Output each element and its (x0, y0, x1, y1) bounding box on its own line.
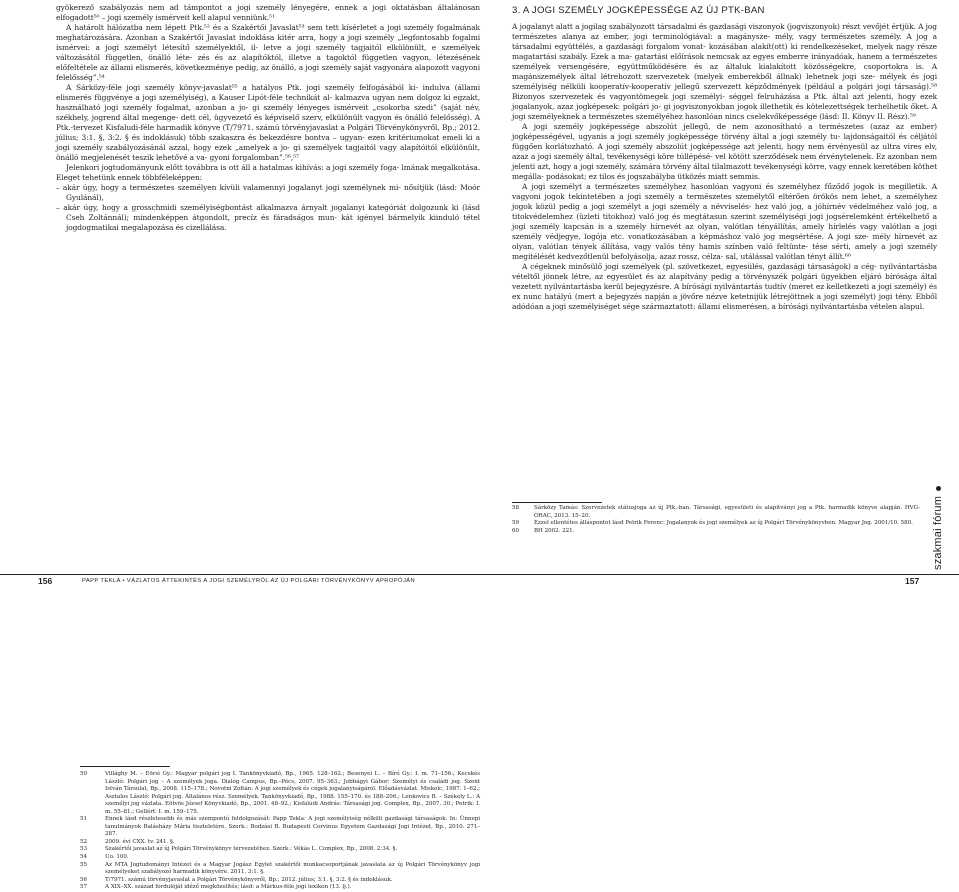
paragraph-sarkozy-proposal: A Sárközy-féle jogi személy könyv-javaslat⁵⁵ a hatályos Ptk. jogi személy felfogásából ki- indulva (állami elismerés függvénye a jogi személyiség), a Kauser Lipót-féle technikát al- kalmazva ugyan nem dolgoz ki egzakt, használható jogi személy fogalmat, azonban a jo- gi személy lényeges ismérveit „csokorba szedi” (saját név, székhely, jogrend által megenge- dett cél, ügyvezető és képviselő szerv, elkülönült vagyon és önálló felelősség). A Ptk.-tervezet Kisfaludi-féle harmadik könyve (T/7971. számú törvényjavaslat a Polgári Törvénykönyvről, Bp.; 2012. július; 3:1. §, 3:2. § és indoklásuk) több szakaszra és bekezdésre bontva – ugyan- ezen kritériumokat emeli ki a jogi személy szabályozásánál azzal, hogy ezek „amelyek a jo- gi személyek tagjaitól vagy alapítóitól elkülönült, önálló megjelenését teszik lehetővé a va- gyoni forgalomban”.⁵⁶‚⁵⁷ (56, 83, 481, 163)
paragraph-personal-rights: A jogi személyt a természetes személyhez hasonlóan vagyoni és személyhez fűződő jogok is megilletik. A vagyoni jogok tekintetében a jogi személy a természetes személytől eltérően örökös nem lehet, a személyhez jogok közül pedig a jogi személyt a jogi személy a névviselés- hez való jog, a jóhírnév védelméhez való jog, a titokvédelemhez (üzleti titokhoz) való jog és megtátasun szerint személyiségi jogi jogsérelemként értékelhető a jogi személy kapcsán is a személy hírnevét az olyan, valótlan tényállítás, amely hírlelés vagy valótlan a jogi személy védjegye, logója etc. vonatkozásában a képmáshoz való jog megsértése. A jogi sze- mély hírnevét az olyan, valótlan tények állítása, vagy valós tény hamis színben való feltünte- tése sérti, amely a jogi személy megítélését kedvezőtlenül befolyásolja, azaz rossz, célza- sal, utálással valótlan tényt állít.⁶⁰ (512, 182, 937, 262)
section-title: 3. A JOGI SZEMÉLY JOGKÉPESSÉGE AZ ÚJ PTK-BAN (512, 5, 765, 16)
footnote-separator-right (512, 502, 602, 503)
footnote-55: 55 Az MTA Jogtudományi Intézet és a Magyar Jogász Egylet szakértői munkacsoportjának javaslata az új Polgári Törvénykönyv jogi személyeket szabályozó harmadik könyvére. 2011. 3:1. §. (80, 861, 480, 876)
page-number-left: 156 (38, 576, 53, 586)
footnote-56: 56 T/7971. számú törvényjavaslat a Polgári Törvénykönyvről, Bp.; 2012. július; 3:1. §, 3:2. § és indoklásuk. (80, 876, 393, 883)
footnote-57: 57 A XIX–XX. század fordulóját idéző megközelítés; lásd: a Márkus-féle jogi lexikon (13. lj.). (80, 884, 352, 891)
footnote-58: 58 Sárközy Tamás: Szervezetek státusjoga az új Ptk.-ban. Társasági, egyesületi és alapítványi jog a Ptk. harmadik könyve alapján. HVG-ORAC, 2013. 15–20. (512, 505, 920, 519)
left-page-body (56, 3, 480, 233)
list-item-grosschmid: – akár úgy, hogy a grosschmidi személyiségbontást alkalmazva árnyalt jogalanyi kategóriát dolgozunk ki (lásd Cseh Zoltánnál); mindenképpen átgondolt, precíz és fáradságos mun- kát igényel bármelyik kiinduló tétel jogdogmatikai megalapozása és cizellálása. (56, 203, 480, 233)
paragraph-registration: A cégeknek minősülő jogi személyek (pl. szövetkezet, egyesülés, gazdasági társaságok) a cég- nyilvántartásba vételtől jönnek létre, az egyesület és az alapítvány pedig a törvényszék polgári ügyekben eljáró bírósága által vezetett nyilvántartásba kerül bejegyzésre. A bírósági nyilvántartás tudtív (meret ez kelletkezeti a jogi személy) és ex nunc hatályú (mert a bejegyzés napján a jövőre nézve ketetnijük létrejöttnek a jogi személyt) jogi tény. Ebből adódóan a jogi személyiséget sége származtatott: állami elismerésen, a bírósági nyilvántartásba vételen alapul. (512, 262, 937, 312)
footnote-60: 60 BH 2002. 221. (512, 527, 575, 534)
footnote-54: 54 Uo. 100. (80, 854, 129, 861)
left-footnotes (80, 771, 480, 892)
page-number-right: 157 (905, 576, 920, 586)
footnote-52: 52 2009. évi CXX. tv. 241. §. (80, 838, 175, 845)
footnote-59: 59 Ezzel ellentétes álláspontot lásd Petrik Ferenc: Jogalanyok és jogi személyek az új Polgári Törvénykönyvben. Magyar Jog. 2001/10. 580. (512, 520, 913, 527)
paragraph-intro-continued: gyökerező szabályozás nem ad támpontot a jogi személy lényegére, ennek a jogi oktatásban általánosan elfogadott⁵⁰ – jogi személy ismérveit kell alapul venniünk.⁵¹ (56, 3, 480, 23)
right-page-body (512, 3, 937, 312)
paragraph-challenge: Jelenkori jogtudományunk előtt továbbra is ott áll a hatalmas kihívás: a jogi személy foga- lmának megalkotása. Eleget tehetünk ennek többféleképpen: (56, 163, 480, 183)
footnote-51: 51 Ennek lásd részletesebb és más szempontú feldolgozását: Papp Tekla: A jogi személyiség nélküli gazdasági társaságok. In: Ünnepi tanulmányok Balásházy Mária tiszteletére. Szerk.: Bodzási B. Budapesti Corvinus Egyetem Gazdasági Jogi Intézet, Bp., 2010. 271–287. (80, 816, 480, 838)
paragraph-ptk-definition: A határolt hálózatba nem lépett Ptk.⁵² és a Szakértői Javaslat⁵³ sem tett kísérletet a jogi személy fogalmának meghatározására. Azonban a Szakértői Javaslat indoklása kitér arra, hogy a jogi személy „legfontosabb fogalmi ismérvei: a jogi személyt létesítő személyektől, il- letve a jogi személy tagjaitól elkülönült, e személyek változásától független, önálló léte- zés és az alapítóktól, illetve a tagoktól független vagyon, létezésének előfeltétele az állami elismerés, következménye pedig, az önálló, a jogi személy saját vagyonára alapozott vagyoni felelősség”.⁵⁴ (56, 23, 481, 83)
right-footnotes (512, 505, 920, 535)
running-head: PAPP TEKLA • VÁZLATOS ÁTTEKINTÉS A JOGI SZEMÉLYRŐL AZ ÚJ POLGÁRI TÖRVÉNYKÖNYV APROPÓJÁN (82, 578, 416, 584)
footer-rule (0, 574, 959, 575)
paragraph-legal-capacity: A jogi személy jogképessége abszolút jellegű, de nem azonosítható a természetes (azaz az ember) jogképességével, ugyanis a jogi személy jogképessége törvény által a jogi személy tu- lajdonságaitól és céljától függően korlátozható. A jogi személy abszolút jogképessége azt jelenti, hogy nem érvényesül az ultra vires elv, azaz a jogi személy által, tevékenységi köre túllépésé- vel kötött szerződések nem érvénytelenek. Ez azonban nem jelenti azt, hogy a jogi személy, számára törvény által tilalmazott tevékenységi körre, vagy ennek keretében köthet megálla- podásokat; ez tilos és jogszabályba ütközés miatt semmis. (512, 122, 938, 182)
bullet-dot-icon (936, 486, 941, 491)
paragraph-legal-subjects: A jogalanyt alatt a jogilag szabályozott társadalmi és gazdasági viszonyok (jogviszonyok) részt vevőjét értjük. A jog természetes alanya az ember, jogi terminológiával: a magánysze- mély, vagy természetes személy. A jog a társadalmi együttélés, a gazdasági forgalom vonat- kozásában alakít(ott) ki rendelkezéseket, melyek nagy része magatartási szabály. Ezek a ma- gatartási előírások nemcsak az egyes emberre irányadóak, hanem a természetes személyek versengésére, együttműködésére és az általuk kialakított közösségekre, csoportokra is. A magánszemélyek által létrehozott szervezetek (melyek emberekből állnak) lehetnek jogi sze- mélyek és jogi személyiség nélküli kooperatív-kooperatív jellegű szervezett képződmények (például a polgári jogi társaság).⁵⁸ Bizonyos szervezetek és vagyontömegek jogi személyi- séggel felruházása a Ptk. által azt jelenti, hogy ezek jogalanyok, azaz jogképesek: polgári jo- gi jogviszonyokban jogok illethetik és kötelezettségek terhelhetik őket. A jogi személyeknek a természetes személyéhez hasonlóan nincs cselekvőképessége (lásd: II. Könyv II. Rész).⁵⁹ (512, 22, 937, 122)
footnote-53: 53 Szakértői javaslat az új Polgári Törvénykönyv tervezetéhez. Szerk.: Vékás L. Complex, Bp., 2008. 2:34. §. (80, 846, 398, 853)
footnote-50: 50 Villághy M. – Eörsi Gy.: Magyar polgári jog I. Tankönyvkiadó, Bp., 1965. 128–162.; Besenyei L. – Bíró Gy.: I. m. 71–156.; Kecskés László: Polgári jog – A személyek joga. Dialóg Campus, Bp.–Pécs, 2007. 95–363.; Jobbágyi Gábor: Személyi és családi jog. Szent István Társulat, Bp., 2008. 115–178.; Novotni Zoltán: A jogi személyek és cégek jogalanyiságáról. Előadásvázlat. Miskolc, 1987. 1–62.; Asztalos László: Polgári jog. Általános rész. Személyek. Tankönyvkiadó, Bp., 1988. 155–170. és 188–206.; Lenkovics B. – Székely L.: A személyi jog vázlata. Eötvös József Könyvkiadó, Bp., 2001. 48–92.; Kisfaludi András: Társasági jog. Complex, Bp., 2007. 30.; Petrik: I. m. 55–81.; Gellért: I. m. 159–175. (80, 771, 480, 815)
side-section-label: szakmai fórum (932, 486, 944, 570)
footnote-separator (80, 766, 170, 767)
list-item-moor: – akár úgy, hogy a természetes személyen kívüli valamennyi jogalanyt jogi személynek mi- nősítjük (lásd: Moór Gyulánál), (56, 183, 480, 203)
